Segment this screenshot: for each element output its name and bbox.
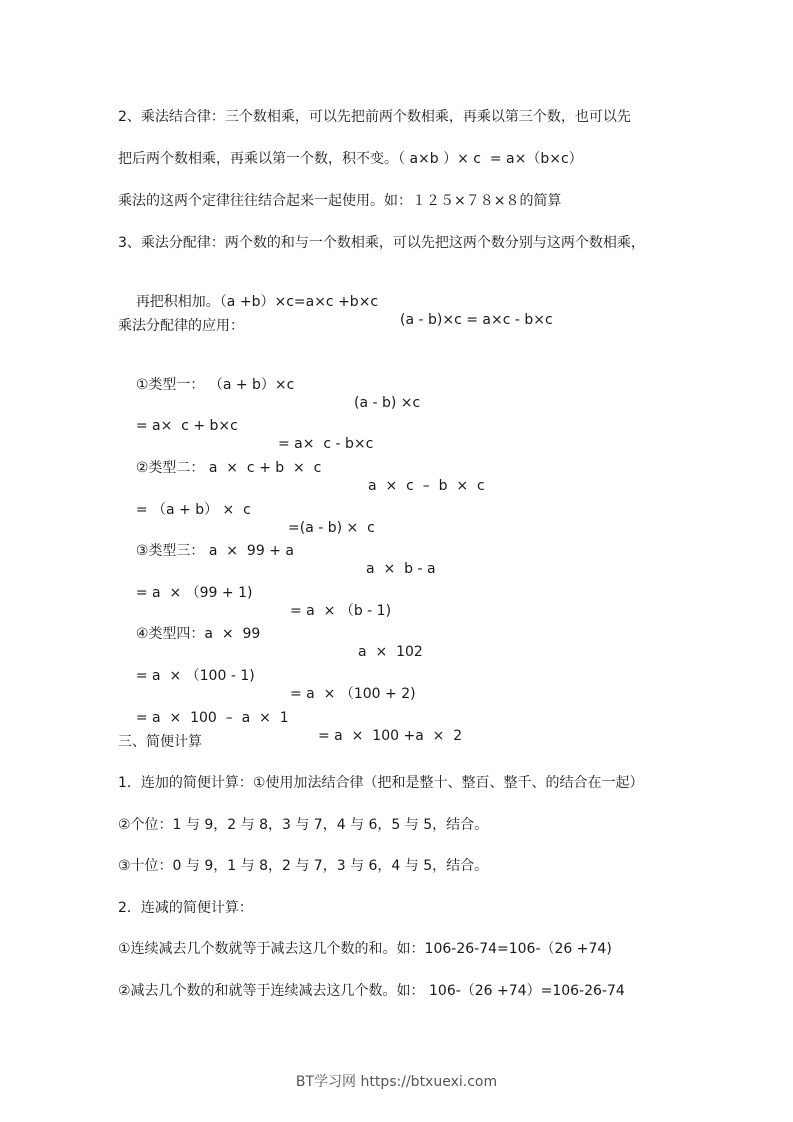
formula-left: ④类型四：a × 99 (135, 626, 261, 642)
formula-right: = a × （100 + 2) (290, 686, 416, 702)
text-line: 1．连加的简便计算：①使用加法结合律（把和是整十、整百、整千、的结合在一起） (118, 775, 644, 791)
text-line: ②个位：1 与 9，2 与 8，3 与 7，4 与 6，5 与 5，结合。 (118, 817, 489, 833)
formula-left: ①类型一： （a + b）×c (135, 377, 295, 393)
text-line: 2．连减的简便计算： (118, 900, 253, 916)
text-line: 把后两个数相乘，再乘以第一个数，积不变。（ a×b ）× c = a×（b×c） (118, 151, 583, 167)
formula-left: = a × 100 – a × 1 (135, 710, 289, 726)
formula-right: a × c – b × c (368, 478, 485, 494)
formula-right: =(a - b) × c (288, 520, 375, 536)
text-line: ②减去几个数的和就等于连续减去这几个数。如： 106-（26 +74）=106-26-74 (118, 983, 625, 999)
text-line: 乘法的这两个定律往往结合起来一起使用。如：１２５×７８×８的简算 (118, 193, 562, 209)
formula-left: = （a + b） × c (135, 502, 251, 518)
formula-right: = a × （b - 1) (290, 603, 392, 619)
text-line: ③十位：0 与 9，1 与 8，2 与 7，3 与 6，4 与 5，结合。 (118, 858, 489, 874)
formula-right: a × 102 (358, 644, 423, 660)
text-line (118, 275, 553, 347)
formula-right: (a - b)×c = a×c - b×c (400, 312, 553, 328)
formula-right: = a× c - b×c (278, 436, 374, 452)
text-line: 3、乘法分配律：两个数的和与一个数相乘，可以先把这两个数分别与这两个数相乘， (118, 235, 645, 251)
formula-left: = a × （99 + 1) (135, 585, 253, 601)
section-heading: 三、简便计算 (118, 734, 202, 750)
formula-left: ③类型三： a × 99 + a (135, 543, 294, 559)
formula-left: = a× c + b×c (135, 418, 238, 434)
footer-watermark: BT学习网 https://btxuexi.com (295, 1074, 498, 1090)
formula-right: a × b - a (366, 561, 436, 577)
formula-right: = a × 100 +a × 2 (318, 728, 463, 744)
formula-right: (a - b) ×c (354, 395, 421, 411)
formula-left: ②类型二： a × c + b × c (135, 460, 322, 476)
text-line: ①连续减去几个数就等于减去这几个数的和。如：106-26-74=106-（26 +74) (118, 941, 612, 957)
text-line: 2、乘法结合律：三个数相乘，可以先把前两个数相乘，再乘以第三个数，也可以先 (118, 109, 631, 125)
text-line: 乘法分配律的应用： (118, 318, 244, 334)
formula-left: 再把积相加。（a +b）×c=a×c +b×c (135, 294, 379, 310)
formula-left: = a × （100 - 1) (135, 668, 255, 684)
